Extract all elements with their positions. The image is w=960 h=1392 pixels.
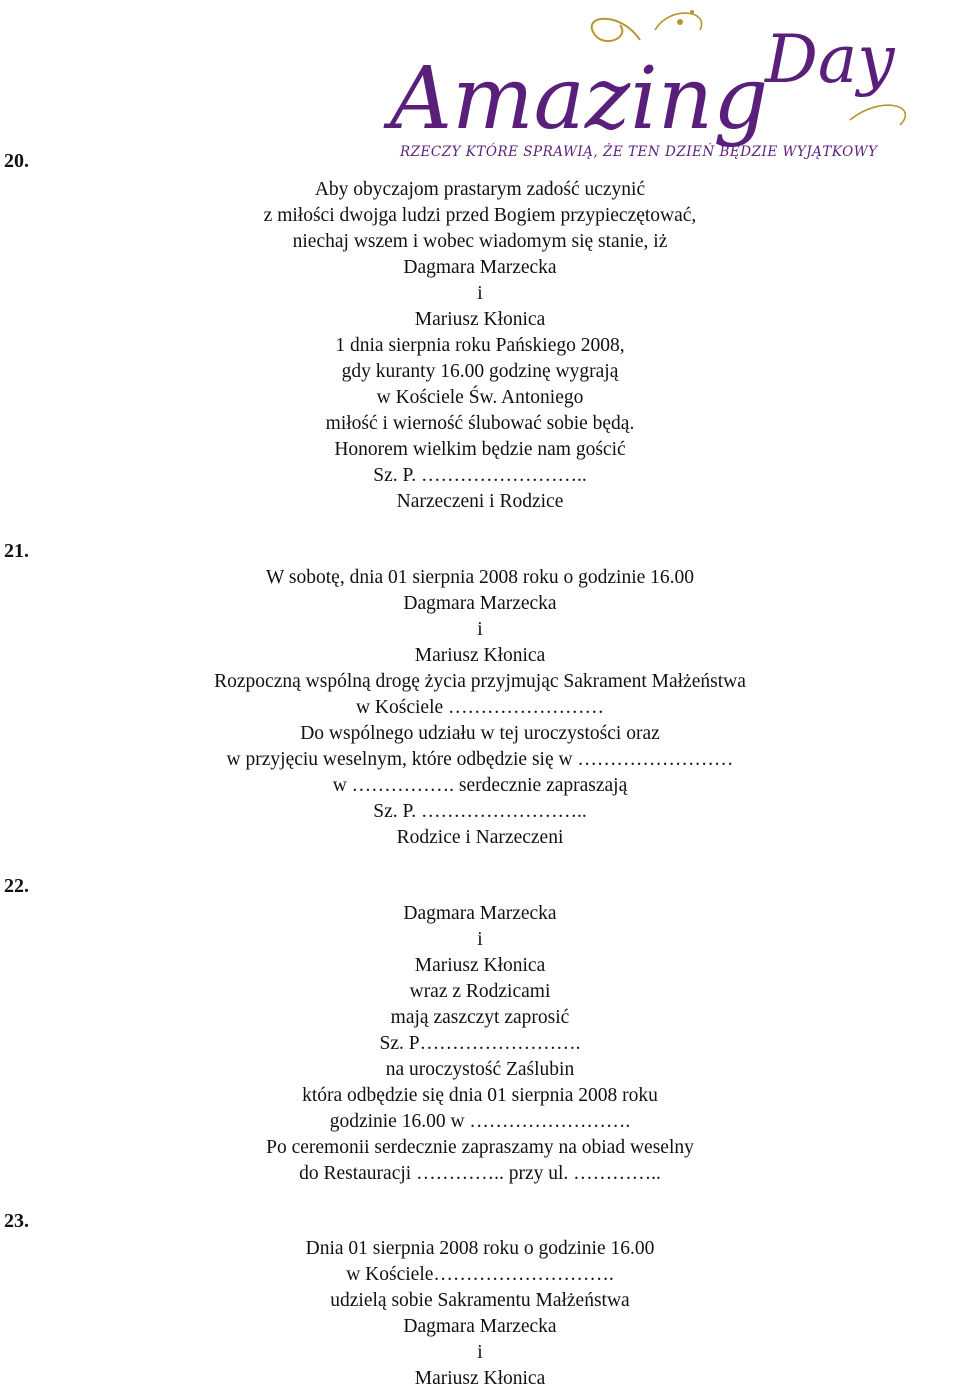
invitation-line: która odbędzie się dnia 01 sierpnia 2008 roku bbox=[302, 1085, 658, 1106]
invitation-number: 21. bbox=[4, 540, 29, 562]
logo-word-day: Day bbox=[765, 21, 895, 98]
invitation-line: Mariusz Kłonica bbox=[414, 645, 546, 666]
invitation-line: Po ceremonii serdecznie zapraszamy na obiad weselny bbox=[266, 1137, 694, 1158]
invitation-number: 22. bbox=[4, 875, 29, 897]
invitation-line: Mariusz Kłonica bbox=[414, 955, 546, 976]
invitation-line: Sz. P. …………………….. bbox=[373, 465, 587, 486]
invitation-line: Dagmara Marzecka bbox=[403, 257, 557, 278]
logo-tagline: RZECZY KTÓRE SPRAWIĄ, ŻE TEN DZIEŃ BĘDZIE WYJĄTKOWY bbox=[400, 144, 878, 160]
invitation-line: w Kościele………………………. bbox=[346, 1264, 614, 1285]
invitation-line: Dagmara Marzecka bbox=[403, 593, 557, 614]
amazing-day-logo bbox=[380, 0, 960, 165]
invitation-line: udzielą sobie Sakramentu Małżeństwa bbox=[330, 1290, 630, 1311]
invitation-line: Mariusz Kłonica bbox=[414, 1368, 546, 1389]
invitation-line: w Kościele Św. Antoniego bbox=[376, 387, 584, 408]
invitation-line: do Restauracji ………….. przy ul. ………….. bbox=[299, 1163, 661, 1184]
invitation-line: i bbox=[477, 929, 483, 950]
invitation-line: Rodzice i Narzeczeni bbox=[396, 827, 564, 848]
invitation-line: miłość i wierność ślubować sobie będą. bbox=[325, 413, 635, 434]
invitation-line: Dagmara Marzecka bbox=[403, 1316, 557, 1337]
invitation-line: Narzeczeni i Rodzice bbox=[396, 491, 564, 512]
logo-word-amazing: Amazing bbox=[390, 49, 769, 149]
invitation-line: Do wspólnego udziału w tej uroczystości oraz bbox=[300, 723, 660, 744]
invitation-line: w przyjęciu weselnym, które odbędzie się w …………………… bbox=[226, 749, 734, 770]
invitation-line: Rozpoczną wspólną drogę życia przyjmując Sakrament Małżeństwa bbox=[214, 671, 746, 692]
invitation-line: Dagmara Marzecka bbox=[403, 903, 557, 924]
invitation-line: 1 dnia sierpnia roku Pańskiego 2008, bbox=[335, 335, 625, 356]
invitation-line: W sobotę, dnia 01 sierpnia 2008 roku o godzinie 16.00 bbox=[265, 567, 695, 588]
invitation-number: 20. bbox=[4, 150, 29, 172]
invitation-line: Sz. P. …………………….. bbox=[373, 801, 587, 822]
invitation-line: Honorem wielkim będzie nam gościć bbox=[334, 439, 626, 460]
invitation-line: godzinie 16.00 w ……………………. bbox=[329, 1111, 631, 1132]
invitation-line: i bbox=[477, 283, 483, 304]
invitation-number: 23. bbox=[4, 1210, 29, 1232]
invitation-line: Dnia 01 sierpnia 2008 roku o godzinie 16.00 bbox=[305, 1238, 655, 1259]
invitation-line: na uroczystość Zaślubin bbox=[385, 1059, 575, 1080]
invitation-line: Aby obyczajom prastarym zadość uczynić bbox=[314, 179, 646, 200]
invitation-line: niechaj wszem i wobec wiadomym się stanie, iż bbox=[292, 231, 668, 252]
invitation-line: i bbox=[477, 619, 483, 640]
invitation-line: mają zaszczyt zaprosić bbox=[390, 1007, 570, 1028]
invitation-line: i bbox=[477, 1342, 483, 1363]
invitation-line: Sz. P……………………. bbox=[379, 1033, 581, 1054]
invitation-line: w Kościele …………………… bbox=[355, 697, 605, 718]
invitation-line: wraz z Rodzicami bbox=[409, 981, 551, 1002]
invitation-line: z miłości dwojga ludzi przed Bogiem przypieczętować, bbox=[263, 205, 697, 226]
invitation-line: Mariusz Kłonica bbox=[414, 309, 546, 330]
invitation-line: gdy kuranty 16.00 godzinę wygrają bbox=[341, 361, 619, 382]
invitation-line: w ……………. serdecznie zapraszają bbox=[332, 775, 628, 796]
